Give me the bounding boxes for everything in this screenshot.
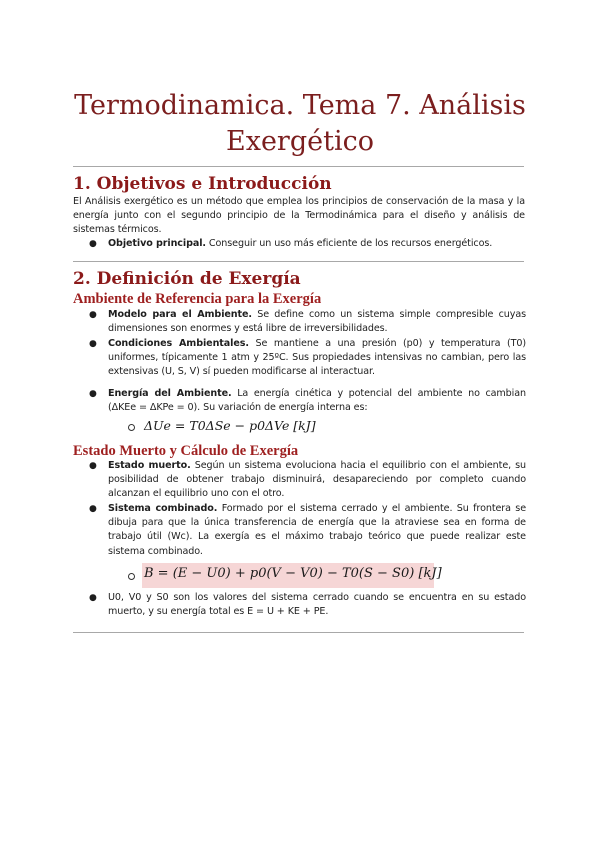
document-title: Termodinamica. Tema 7. Análisis Exergético xyxy=(74,90,526,157)
section-1-heading: 1. Objetivos e Introducción xyxy=(73,174,332,194)
section-2-heading: 2. Definición de Exergía xyxy=(73,269,301,289)
subsection-estado-muerto-heading: Estado Muerto y Cálculo de Exergía xyxy=(73,443,299,459)
bullet-icon: ● xyxy=(89,389,97,399)
bullet-icon: ● xyxy=(89,593,97,603)
sistema-combinado-item: Sistema combinado. Formado por el sistema cerrado y el ambiente. Su frontera se dibuja para que la única transferencia de energía que la atraviese sea en forma de trabajo útil (Wc). La exergía es el máximo trabajo teórico que puede realizar este sistema combinado. xyxy=(108,503,527,557)
bullet-icon: ● xyxy=(89,310,97,320)
estado-muerto-item: Estado muerto. Según un sistema evoluciona hacia el equilibrio con el ambiente, su posibilidad de obtener trabajo disminuirá, desapareciendo por completo cuando alcanzan el equilibrio uno con el otro. xyxy=(108,460,527,500)
estado-muerto-valores-item: U0, V0 y S0 son los valores del sistema cerrado cuando se encuentra en su estado muerto, y su energía total es E = U + KE + PE. xyxy=(108,592,526,618)
condiciones-item: Condiciones Ambientales. Se mantiene a una presión (p0) y temperatura (T0) uniformes, típicamente 1 atm y 25ºC. Sus propiedades intensivas no cambian, pero las extensivas (U, S, V) sí pueden modificarse al interactuar. xyxy=(108,338,526,378)
objetivo-item: Objetivo principal. Conseguir un uso más eficiente de los recursos energéticos. xyxy=(108,238,493,249)
bullet-icon: ● xyxy=(89,339,97,349)
energia-item: Energía del Ambiente. La energía cinética y potencial del ambiente no cambian (ΔKEe = ΔKPe = 0). Su variación de energía interna es: xyxy=(108,388,526,414)
circle-bullet-icon xyxy=(128,573,135,580)
bullet-icon: ● xyxy=(89,461,97,471)
equation-energia-interna: ΔUe = T0ΔSe − p0ΔVe [kJ] xyxy=(144,418,316,433)
modelo-item: Modelo para el Ambiente. Se define como un sistema simple compresible cuyas dimensiones son enormes y está libre de irreversibilidades. xyxy=(108,309,526,335)
subsection-ambiente-heading: Ambiente de Referencia para la Exergía xyxy=(73,291,322,307)
bullet-icon: ● xyxy=(89,239,97,249)
divider xyxy=(73,632,524,633)
divider xyxy=(73,261,524,262)
bullet-icon: ● xyxy=(89,504,97,514)
equation-exergia: B = (E − U0) + p0(V − V0) − T0(S − S0) [kJ] xyxy=(144,566,442,581)
divider xyxy=(73,166,524,167)
section-1-intro: El Análisis exergético es un método que emplea los principios de conservación de la masa y la energía junto con el segundo principio de la Termodinámica para el diseño y análisis de sistemas térmicos. xyxy=(73,196,525,236)
circle-bullet-icon xyxy=(128,424,135,431)
